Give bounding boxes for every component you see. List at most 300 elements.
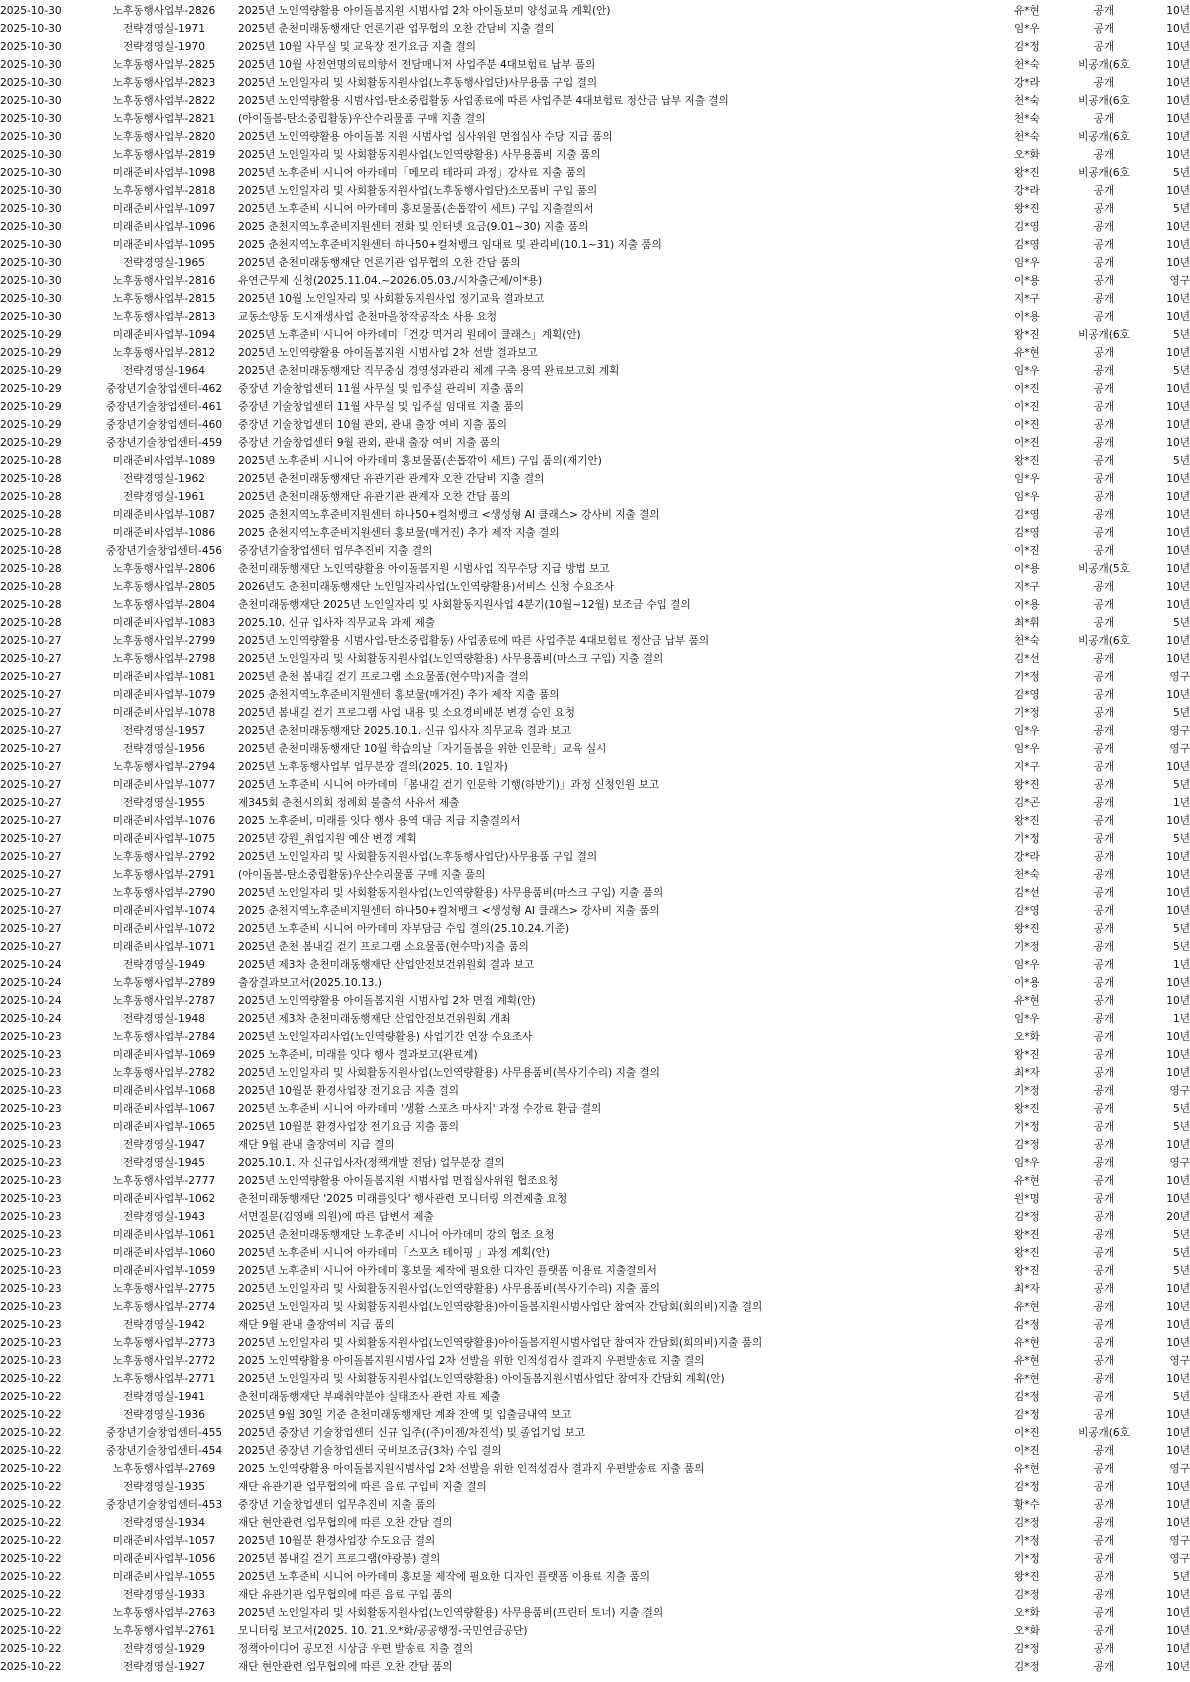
row-title: 2025년 강원_취업지원 예산 변경 계획 [238, 833, 417, 845]
row-doc-number: 전략경영실-1961 [123, 491, 205, 503]
row-doc-number: 미래준비사업부-1087 [112, 509, 216, 521]
row-retention-period: 영구 [1169, 1463, 1190, 1475]
row-title: 2025년 노후준비 시니어 아카데미「스포츠 테이핑 」과정 계획(안) [238, 1247, 550, 1259]
row-date: 2025-10-30 [0, 59, 62, 71]
row-retention-period: 5년 [1173, 1121, 1190, 1133]
row-date: 2025-10-28 [0, 491, 62, 503]
row-date: 2025-10-23 [0, 1193, 62, 1205]
row-author: 유*현 [1014, 1355, 1040, 1367]
row-disclosure-status: 공개 [1093, 1571, 1115, 1583]
row-date: 2025-10-30 [0, 95, 62, 107]
row-title: 2025년 춘천미래동행재단 노후준비 시니어 아카데미 강의 협조 요청 [238, 1229, 555, 1241]
table-row [0, 650, 1190, 668]
row-disclosure-status: 공개 [1093, 689, 1115, 701]
row-author: 기*정 [1014, 833, 1040, 845]
row-doc-number: 전략경영실-1965 [123, 257, 205, 269]
row-doc-number: 노후동행사업부-2774 [112, 1301, 216, 1313]
row-title: 2025년 중장년 기술창업센터 신규 입주((주)이젠/차진석) 및 졸업기업 보고 [238, 1427, 585, 1439]
row-disclosure-status: 공개 [1093, 887, 1115, 899]
row-author: 강*라 [1014, 851, 1040, 863]
row-author: 이*용 [1014, 311, 1040, 323]
row-title: 서면질문(김영배 의원)에 따른 답변서 제출 [238, 1211, 434, 1223]
table-row [0, 902, 1190, 920]
row-title: 2025 노후준비, 미래를 잇다 행사 결과보고(완료계) [238, 1049, 478, 1061]
row-author: 오*화 [1014, 1031, 1040, 1043]
row-doc-number: 노후동행사업부-2794 [112, 761, 216, 773]
table-row [0, 686, 1190, 704]
row-author: 원*명 [1014, 1193, 1040, 1205]
row-title: 2025 춘천지역노후준비지원센터 전화 및 인터넷 요금(9.01~30) 지출 품의 [238, 221, 589, 233]
row-disclosure-status: 비공개(6호 [1078, 59, 1130, 71]
row-date: 2025-10-28 [0, 473, 62, 485]
row-retention-period: 10년 [1166, 23, 1190, 35]
row-title: 2025년 춘천미래동행재단 2025.10.1. 신규 입사자 직무교육 결과 보고 [238, 725, 571, 737]
row-date: 2025-10-22 [0, 1427, 62, 1439]
row-retention-period: 10년 [1166, 509, 1190, 521]
row-doc-number: 미래준비사업부-1075 [112, 833, 216, 845]
row-title: 2025년 노후준비 시니어 아카데미 홍보물 제작에 필요한 디자인 플랫폼 이용료 지출결의서 [238, 1265, 657, 1277]
row-author: 임*우 [1014, 23, 1040, 35]
row-title: 2025.10. 신규 입사자 직무교육 과제 제출 [238, 617, 436, 629]
row-author: 임*우 [1014, 1157, 1040, 1169]
row-author: 왕*진 [1014, 455, 1040, 467]
row-title: 2025년 봄내길 걷기 프로그램 사업 내용 및 소요경비배분 변경 승인 요청 [238, 707, 575, 719]
row-author: 김*곤 [1014, 797, 1040, 809]
row-doc-number: 전략경영실-1943 [123, 1211, 205, 1223]
table-row [0, 1532, 1190, 1550]
row-date: 2025-10-24 [0, 959, 62, 971]
row-title: 2025년 9월 30일 기준 춘천미래동행재단 계좌 잔액 및 입출금내역 보고 [238, 1409, 572, 1421]
row-date: 2025-10-30 [0, 77, 62, 89]
row-title: 2025년 노인일자리사업(노인역량활용) 사업기간 연장 수요조사 [238, 1031, 533, 1043]
row-disclosure-status: 공개 [1093, 977, 1115, 989]
row-doc-number: 노후동행사업부-2763 [112, 1607, 216, 1619]
row-doc-number: 전략경영실-1948 [123, 1013, 205, 1025]
row-author: 왕*진 [1014, 1265, 1040, 1277]
table-row [0, 1334, 1190, 1352]
row-disclosure-status: 공개 [1093, 779, 1115, 791]
row-date: 2025-10-22 [0, 1481, 62, 1493]
row-retention-period: 5년 [1173, 455, 1190, 467]
row-doc-number: 전략경영실-1955 [123, 797, 205, 809]
row-doc-number: 노후동행사업부-2772 [112, 1355, 216, 1367]
table-row [0, 254, 1190, 272]
row-retention-period: 1년 [1173, 1013, 1190, 1025]
row-doc-number: 미래준비사업부-1057 [112, 1535, 216, 1547]
row-disclosure-status: 공개 [1093, 1229, 1115, 1241]
row-date: 2025-10-23 [0, 1157, 62, 1169]
row-author: 오*화 [1014, 149, 1040, 161]
row-date: 2025-10-23 [0, 1247, 62, 1259]
row-doc-number: 미래준비사업부-1065 [112, 1121, 216, 1133]
row-date: 2025-10-30 [0, 275, 62, 287]
table-row [0, 1460, 1190, 1478]
row-disclosure-status: 공개 [1093, 509, 1115, 521]
row-title: 2025년 노후동행사업부 업무분장 결의(2025. 10. 1일자) [238, 761, 508, 773]
row-title: 2025년 춘천 봄내길 걷기 프로그램 소요물품(현수막)지출 결의 [238, 671, 529, 683]
row-doc-number: 중장년기술창업센터-460 [105, 419, 223, 431]
table-row [0, 20, 1190, 38]
row-date: 2025-10-27 [0, 635, 62, 647]
row-author: 임*우 [1014, 365, 1040, 377]
row-date: 2025-10-23 [0, 1283, 62, 1295]
row-author: 이*진 [1014, 383, 1040, 395]
row-date: 2025-10-23 [0, 1211, 62, 1223]
row-doc-number: 미래준비사업부-1083 [112, 617, 216, 629]
row-doc-number: 전략경영실-1947 [123, 1139, 205, 1151]
row-doc-number: 전략경영실-1936 [123, 1409, 205, 1421]
row-author: 최*자 [1014, 1283, 1040, 1295]
row-title: 2025년 제3차 춘천미래동행재단 산업안전보건위원회 개최 [238, 1013, 511, 1025]
row-date: 2025-10-24 [0, 995, 62, 1007]
row-author: 최*휘 [1014, 617, 1040, 629]
row-author: 지*구 [1014, 293, 1040, 305]
row-retention-period: 5년 [1173, 1265, 1190, 1277]
row-author: 임*우 [1014, 473, 1040, 485]
row-retention-period: 10년 [1166, 1445, 1190, 1457]
row-title: 2025년 노인역량활용 아이돌봄 지원 시범사업 심사위원 면접심사 수당 지급 품의 [238, 131, 613, 143]
table-row [0, 1604, 1190, 1622]
row-date: 2025-10-28 [0, 599, 62, 611]
row-date: 2025-10-22 [0, 1535, 62, 1547]
row-retention-period: 10년 [1166, 5, 1190, 17]
row-doc-number: 미래준비사업부-1071 [112, 941, 216, 953]
table-row [0, 56, 1190, 74]
table-row [0, 326, 1190, 344]
row-doc-number: 노후동행사업부-2784 [112, 1031, 216, 1043]
table-row [0, 920, 1190, 938]
row-doc-number: 중장년기술창업센터-456 [105, 545, 223, 557]
row-retention-period: 10년 [1166, 221, 1190, 233]
row-retention-period: 10년 [1166, 1589, 1190, 1601]
row-disclosure-status: 공개 [1093, 347, 1115, 359]
row-doc-number: 전략경영실-1927 [123, 1661, 205, 1673]
row-disclosure-status: 공개 [1093, 797, 1115, 809]
row-author: 오*화 [1014, 1625, 1040, 1637]
row-doc-number: 전략경영실-1964 [123, 365, 205, 377]
row-doc-number: 노후동행사업부-2787 [112, 995, 216, 1007]
row-date: 2025-10-28 [0, 563, 62, 575]
row-title: 2025년 10월분 환경사업장 전기요금 지출 품의 [238, 1121, 460, 1133]
row-date: 2025-10-23 [0, 1337, 62, 1349]
row-title: 중장년 기술창업센터 업무추진비 지출 품의 [238, 1499, 436, 1511]
row-title: (아이돌봄-탄소중립활동)우산수리물품 구매 지출 결의 [238, 113, 486, 125]
table-row [0, 218, 1190, 236]
row-author: 이*용 [1014, 977, 1040, 989]
row-author: 임*우 [1014, 257, 1040, 269]
row-retention-period: 10년 [1166, 761, 1190, 773]
row-author: 김*정 [1014, 1211, 1040, 1223]
row-disclosure-status: 공개 [1093, 1193, 1115, 1205]
row-retention-period: 10년 [1166, 1193, 1190, 1205]
row-doc-number: 노후동행사업부-2771 [112, 1373, 216, 1385]
table-row [0, 1082, 1190, 1100]
table-row [0, 290, 1190, 308]
row-retention-period: 10년 [1166, 1409, 1190, 1421]
row-disclosure-status: 공개 [1093, 365, 1115, 377]
row-disclosure-status: 공개 [1093, 1643, 1115, 1655]
row-doc-number: 미래준비사업부-1095 [112, 239, 216, 251]
row-retention-period: 10년 [1166, 473, 1190, 485]
table-row [0, 992, 1190, 1010]
row-author: 이*용 [1014, 563, 1040, 575]
table-row [0, 2, 1190, 20]
row-doc-number: 미래준비사업부-1056 [112, 1553, 216, 1565]
row-doc-number: 미래준비사업부-1076 [112, 815, 216, 827]
table-row [0, 866, 1190, 884]
row-date: 2025-10-27 [0, 653, 62, 665]
row-date: 2025-10-22 [0, 1409, 62, 1421]
table-row [0, 1478, 1190, 1496]
row-title: 2025년 10월분 환경사업장 수도요금 결의 [238, 1535, 436, 1547]
table-row [0, 1352, 1190, 1370]
row-author: 왕*진 [1014, 923, 1040, 935]
row-disclosure-status: 공개 [1093, 995, 1115, 1007]
row-disclosure-status: 공개 [1093, 959, 1115, 971]
row-doc-number: 노후동행사업부-2799 [112, 635, 216, 647]
row-doc-number: 노후동행사업부-2815 [112, 293, 216, 305]
row-retention-period: 10년 [1166, 635, 1190, 647]
row-author: 김*정 [1014, 1661, 1040, 1673]
row-retention-period: 영구 [1169, 725, 1190, 737]
row-title: 2025년 춘천미래동행재단 언론기관 업무협의 오찬 간담비 지출 결의 [238, 23, 555, 35]
table-row [0, 758, 1190, 776]
row-disclosure-status: 공개 [1093, 1499, 1115, 1511]
row-title: 2025년 노인역량활용 아이돌봄지원 시범사업 2차 아이돌보미 양성교육 계획(안) [238, 5, 611, 17]
row-retention-period: 5년 [1173, 923, 1190, 935]
row-author: 황*수 [1014, 1499, 1040, 1511]
table-row [0, 1370, 1190, 1388]
table-row [0, 1280, 1190, 1298]
row-title: 2025년 노후준비 시니어 아카데미 홍보물품(손톱깎이 세트) 구입 품의(재기안) [238, 455, 602, 467]
row-doc-number: 미래준비사업부-1061 [112, 1229, 216, 1241]
row-disclosure-status: 공개 [1093, 1481, 1115, 1493]
row-author: 김*정 [1014, 1391, 1040, 1403]
row-date: 2025-10-27 [0, 923, 62, 935]
row-disclosure-status: 공개 [1093, 1409, 1115, 1421]
row-author: 임*우 [1014, 725, 1040, 737]
row-title: 2025년 노인일자리 및 사회활동지원사업(노인역량활용) 사무용품비(복사기수리) 지출 결의 [238, 1067, 660, 1079]
row-author: 김*영 [1014, 527, 1040, 539]
row-retention-period: 10년 [1166, 1625, 1190, 1637]
row-retention-period: 10년 [1166, 293, 1190, 305]
row-doc-number: 노후동행사업부-2761 [112, 1625, 216, 1637]
row-date: 2025-10-27 [0, 941, 62, 953]
row-disclosure-status: 공개 [1093, 23, 1115, 35]
row-retention-period: 5년 [1173, 1103, 1190, 1115]
table-row [0, 1298, 1190, 1316]
table-row [0, 434, 1190, 452]
row-retention-period: 20년 [1166, 1211, 1190, 1223]
row-disclosure-status: 공개 [1093, 185, 1115, 197]
row-date: 2025-10-27 [0, 779, 62, 791]
row-disclosure-status: 공개 [1093, 1157, 1115, 1169]
row-author: 천*숙 [1014, 131, 1040, 143]
row-title: 2025년 노인일자리 및 사회활동지원사업(노후동행사업단)사무용품 구입 결의 [238, 77, 598, 89]
row-title: 중장년 기술창업센터 10월 관외, 관내 출장 여비 지출 품의 [238, 419, 507, 431]
row-retention-period: 1년 [1173, 959, 1190, 971]
row-title: 2025 노인역량활용 아이돌봄지원시범사업 2차 선발을 위한 인적성검사 결과지 우편발송료 지출 품의 [238, 1463, 705, 1475]
table-row [0, 200, 1190, 218]
row-retention-period: 영구 [1169, 743, 1190, 755]
row-date: 2025-10-22 [0, 1391, 62, 1403]
row-title: 2025 노후준비, 미래를 잇다 행사 용역 대금 지급 지출결의서 [238, 815, 521, 827]
table-row [0, 452, 1190, 470]
row-disclosure-status: 공개 [1093, 437, 1115, 449]
row-date: 2025-10-29 [0, 437, 62, 449]
row-title: 2025년 봄내길 걷기 프로그램(야광봉) 결의 [238, 1553, 441, 1565]
row-title: 중장년 기술창업센터 11월 사무실 및 입주실 임대료 지출 품의 [238, 401, 525, 413]
row-title: 춘천미래동행재단 2025년 노인일자리 및 사회활동지원사업 4분기(10월~12월) 보조금 수입 결의 [238, 599, 691, 611]
row-author: 기*정 [1014, 707, 1040, 719]
row-author: 김*정 [1014, 1409, 1040, 1421]
row-author: 김*정 [1014, 1481, 1040, 1493]
table-row [0, 1640, 1190, 1658]
row-disclosure-status: 공개 [1093, 1319, 1115, 1331]
row-retention-period: 영구 [1169, 1553, 1190, 1565]
row-disclosure-status: 공개 [1093, 113, 1115, 125]
row-author: 강*라 [1014, 77, 1040, 89]
row-title: 2025년 노인일자리 및 사회활동지원사업(노인역량활용)아이돌봄지원시범사업단 참여자 간담회(회의비)지출 결의 [238, 1301, 763, 1313]
table-row [0, 398, 1190, 416]
row-title: 2025년 춘천미래동행재단 10월 학습의날「자기돌봄을 위한 인문학」교육 실시 [238, 743, 607, 755]
row-disclosure-status: 비공개(6호 [1078, 95, 1130, 107]
row-author: 임*우 [1014, 743, 1040, 755]
row-author: 왕*진 [1014, 1247, 1040, 1259]
row-retention-period: 10년 [1166, 1643, 1190, 1655]
table-row [0, 1208, 1190, 1226]
row-disclosure-status: 공개 [1093, 1139, 1115, 1151]
row-title: 2025년 노인역량활용 시범사업-탄소중립활동 사업종료에 따른 사업주분 4대보험료 정산금 납부 지출 결의 [238, 95, 729, 107]
row-title: 재단 유관기관 업무협의에 따른 음료 구입비 지출 결의 [238, 1481, 487, 1493]
row-doc-number: 미래준비사업부-1062 [112, 1193, 216, 1205]
table-row [0, 128, 1190, 146]
row-title: 재단 현안관련 업무협의에 따른 오찬 간담 품의 [238, 1661, 453, 1673]
row-disclosure-status: 공개 [1093, 1661, 1115, 1673]
row-title: 2025년 노인일자리 및 사회활동지원사업(노후동행사업단)소모품비 구입 품의 [238, 185, 598, 197]
row-doc-number: 미래준비사업부-1067 [112, 1103, 216, 1115]
table-row [0, 812, 1190, 830]
row-retention-period: 10년 [1166, 653, 1190, 665]
row-date: 2025-10-27 [0, 671, 62, 683]
row-retention-period: 5년 [1173, 1571, 1190, 1583]
row-doc-number: 미래준비사업부-1072 [112, 923, 216, 935]
row-retention-period: 5년 [1173, 203, 1190, 215]
row-author: 김*영 [1014, 905, 1040, 917]
row-disclosure-status: 비공개(5호 [1078, 563, 1130, 575]
row-disclosure-status: 공개 [1093, 203, 1115, 215]
row-title: 중장년기술창업센터 업무추진비 지출 결의 [238, 545, 433, 557]
row-disclosure-status: 공개 [1093, 221, 1115, 233]
row-author: 왕*진 [1014, 779, 1040, 791]
table-row [0, 1100, 1190, 1118]
row-doc-number: 중장년기술창업센터-462 [105, 383, 223, 395]
row-date: 2025-10-23 [0, 1355, 62, 1367]
row-date: 2025-10-22 [0, 1517, 62, 1529]
row-title: 2025년 10월 사전연명의료의향서 전담매니저 사업주분 4대보험료 납부 품의 [238, 59, 596, 71]
row-author: 이*용 [1014, 275, 1040, 287]
row-author: 천*숙 [1014, 635, 1040, 647]
row-disclosure-status: 공개 [1093, 275, 1115, 287]
row-doc-number: 노후동행사업부-2804 [112, 599, 216, 611]
row-title: 출장결과보고서(2025.10.13.) [238, 977, 382, 989]
row-date: 2025-10-29 [0, 401, 62, 413]
table-row [0, 974, 1190, 992]
row-doc-number: 전략경영실-1970 [123, 41, 205, 53]
row-retention-period: 영구 [1169, 1085, 1190, 1097]
row-disclosure-status: 공개 [1093, 725, 1115, 737]
row-title: 2025.10.1. 자 신규입사자(정책개발 전담) 업무분장 결의 [238, 1157, 505, 1169]
row-date: 2025-10-27 [0, 707, 62, 719]
row-author: 왕*진 [1014, 1049, 1040, 1061]
row-author: 김*정 [1014, 1319, 1040, 1331]
row-disclosure-status: 공개 [1093, 77, 1115, 89]
row-doc-number: 노후동행사업부-2820 [112, 131, 216, 143]
table-row [0, 794, 1190, 812]
row-date: 2025-10-29 [0, 347, 62, 359]
row-title: 2025년 노후준비 시니어 아카데미「메모리 테라피 과정」강사료 지출 품의 [238, 167, 587, 179]
row-doc-number: 노후동행사업부-2816 [112, 275, 216, 287]
row-date: 2025-10-30 [0, 311, 62, 323]
row-date: 2025-10-29 [0, 383, 62, 395]
row-disclosure-status: 비공개(6호 [1078, 329, 1130, 341]
table-row [0, 470, 1190, 488]
row-retention-period: 10년 [1166, 563, 1190, 575]
row-retention-period: 영구 [1169, 1535, 1190, 1547]
row-disclosure-status: 비공개(6호 [1078, 635, 1130, 647]
row-date: 2025-10-22 [0, 1643, 62, 1655]
table-row [0, 956, 1190, 974]
row-retention-period: 10년 [1166, 113, 1190, 125]
row-author: 왕*진 [1014, 329, 1040, 341]
row-date: 2025-10-30 [0, 113, 62, 125]
row-disclosure-status: 공개 [1093, 599, 1115, 611]
row-disclosure-status: 공개 [1093, 671, 1115, 683]
row-date: 2025-10-30 [0, 23, 62, 35]
table-row [0, 236, 1190, 254]
row-retention-period: 10년 [1166, 599, 1190, 611]
row-date: 2025-10-23 [0, 1121, 62, 1133]
row-disclosure-status: 비공개(6호 [1078, 1427, 1130, 1439]
row-title: 2025년 노인일자리 및 사회활동지원사업(노후동행사업단)사무용품 구입 결의 [238, 851, 598, 863]
row-disclosure-status: 공개 [1093, 419, 1115, 431]
row-date: 2025-10-23 [0, 1265, 62, 1277]
row-doc-number: 전략경영실-1941 [123, 1391, 205, 1403]
row-retention-period: 10년 [1166, 1175, 1190, 1187]
row-date: 2025-10-27 [0, 887, 62, 899]
row-author: 유*현 [1014, 1337, 1040, 1349]
row-title: 2025년 10월분 환경사업장 전기요금 지출 결의 [238, 1085, 460, 1097]
row-doc-number: 전략경영실-1957 [123, 725, 205, 737]
row-disclosure-status: 공개 [1093, 5, 1115, 17]
row-date: 2025-10-27 [0, 743, 62, 755]
row-author: 천*숙 [1014, 95, 1040, 107]
row-title: 2025 춘천지역노후준비지원센터 하나50+컬처뱅크 <생성형 AI 클래스> 강사비 지출 품의 [238, 905, 660, 917]
row-date: 2025-10-23 [0, 1175, 62, 1187]
row-date: 2025-10-28 [0, 617, 62, 629]
row-retention-period: 5년 [1173, 329, 1190, 341]
row-title: 중장년 기술창업센터 9월 관외, 관내 출장 여비 지출 품의 [238, 437, 501, 449]
row-date: 2025-10-27 [0, 869, 62, 881]
table-row [0, 1136, 1190, 1154]
row-disclosure-status: 공개 [1093, 1463, 1115, 1475]
table-row [0, 596, 1190, 614]
row-doc-number: 노후동행사업부-2822 [112, 95, 216, 107]
table-row [0, 74, 1190, 92]
row-date: 2025-10-29 [0, 419, 62, 431]
row-date: 2025-10-23 [0, 1049, 62, 1061]
row-retention-period: 5년 [1173, 1391, 1190, 1403]
